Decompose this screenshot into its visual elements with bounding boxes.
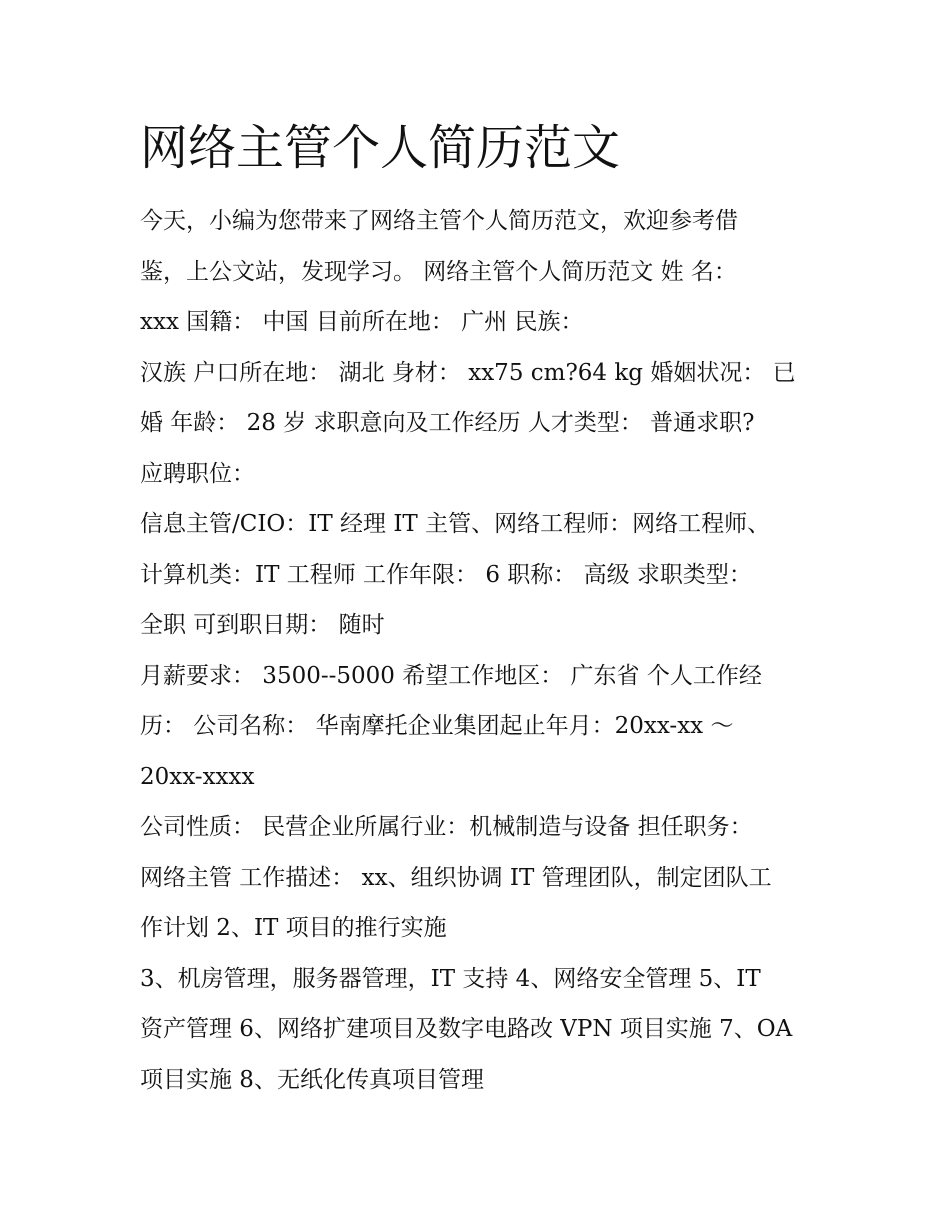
body-line: 信息主管/CIO：IT 经理 IT 主管、网络工程师：网络工程师、 <box>140 511 771 537</box>
body-line: 计算机类：IT 工程师 工作年限： 6 职称： 高级 求职类型： <box>140 561 752 588</box>
body-line: 汉族 户口所在地： 湖北 身材： xx75 cm?64 kg 婚姻状况： 已 <box>140 359 796 386</box>
body-line: 20xx-xxxx <box>140 763 255 790</box>
document-body <box>140 196 820 1105</box>
body-line: 作计划 2、IT 项目的推行实施 <box>140 915 447 941</box>
document-title: 网络主管个人简历范文 <box>140 120 621 176</box>
body-line: 应聘职位： <box>140 460 255 487</box>
body-line: 公司性质： 民营企业所属行业：机械制造与设备 担任职务： <box>140 814 753 840</box>
body-line: 月薪要求： 3500--5000 希望工作地区： 广东省 个人工作经 <box>140 662 762 689</box>
body-line: xxx 国籍： 中国 目前所在地： 广州 民族： <box>140 309 584 335</box>
body-line: 项目实施 8、无纸化传真项目管理 <box>140 1066 484 1093</box>
body-line: 全职 可到职日期： 随时 <box>140 612 385 638</box>
body-line: 3、机房管理，服务器管理，IT 支持 4、网络安全管理 5、IT <box>140 965 761 992</box>
body-line: 鉴，上公文站，发现学习。 网络主管个人简历范文 姓 名： <box>140 258 737 285</box>
body-line: 婚 年龄： 28 岁 求职意向及工作经历 人才类型： 普通求职? <box>140 410 755 436</box>
body-line: 资产管理 6、网络扩建项目及数字电路改 VPN 项目实施 7、OA <box>140 1016 793 1042</box>
body-line: 历： 公司名称： 华南摩托企业集团起止年月：20xx-xx ～ <box>140 713 734 739</box>
body-line: 今天，小编为您带来了网络主管个人简历范文，欢迎参考借 <box>140 208 738 234</box>
body-line: 网络主管 工作描述： xx、组织协调 IT 管理团队，制定团队工 <box>140 864 772 891</box>
